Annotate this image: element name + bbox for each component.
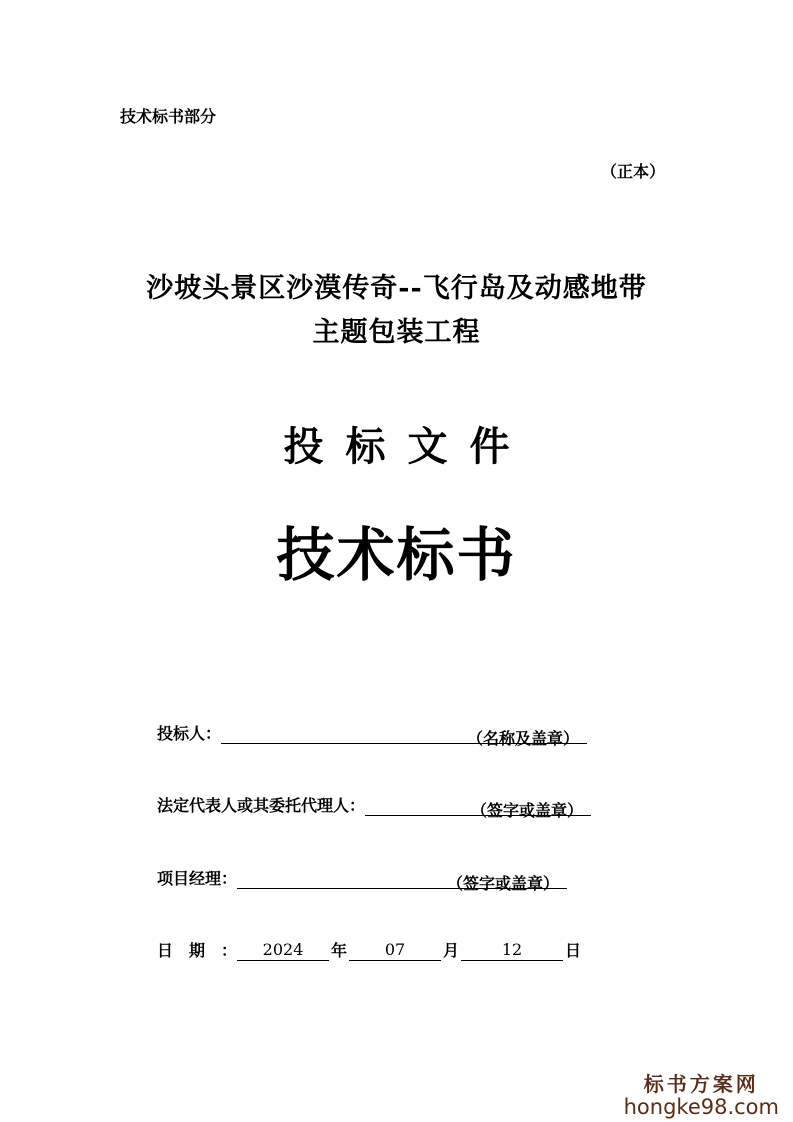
bidder-signature-line[interactable] — [221, 726, 587, 748]
bidder-label: 投标人： — [157, 724, 222, 743]
legal-rep-hint: （签字或盖章） — [471, 801, 584, 820]
legal-rep-label: 法定代表人或其委托代理人： — [157, 796, 366, 815]
legal-rep-field — [157, 793, 591, 820]
project-manager-signature-line[interactable] — [237, 871, 567, 893]
date-year-unit: 年 — [331, 941, 348, 960]
document-title: 投标文件 — [283, 423, 532, 470]
project-manager-field — [157, 866, 567, 893]
copy-type-label: （正本） — [600, 162, 665, 181]
document-subtitle: 技术标书 — [276, 521, 517, 589]
watermark-url: hongke98.com — [623, 1095, 779, 1119]
date-field — [157, 938, 583, 961]
project-manager-hint: （签字或盖章） — [447, 874, 560, 893]
date-day[interactable]: 12 — [461, 940, 563, 961]
project-title-line2: 主题包装工程 — [312, 317, 481, 348]
project-manager-label: 项目经理： — [157, 869, 238, 888]
date-year[interactable]: 2024 — [237, 940, 329, 961]
date-month[interactable]: 07 — [349, 940, 441, 961]
watermark-title: 标书方案网 — [643, 1072, 759, 1096]
watermark — [624, 1068, 779, 1119]
project-title-line1: 沙坡头景区沙漠传奇--飞行岛及动感地带 — [146, 273, 647, 304]
bidder-hint: （名称及盖章） — [467, 729, 580, 748]
date-label: 日 期 ： — [157, 941, 238, 960]
section-label: 技术标书部分 — [120, 107, 217, 126]
bidder-field — [157, 721, 587, 748]
date-day-unit: 日 — [565, 941, 582, 960]
legal-rep-signature-line[interactable] — [365, 798, 591, 820]
date-month-unit: 月 — [443, 941, 460, 960]
